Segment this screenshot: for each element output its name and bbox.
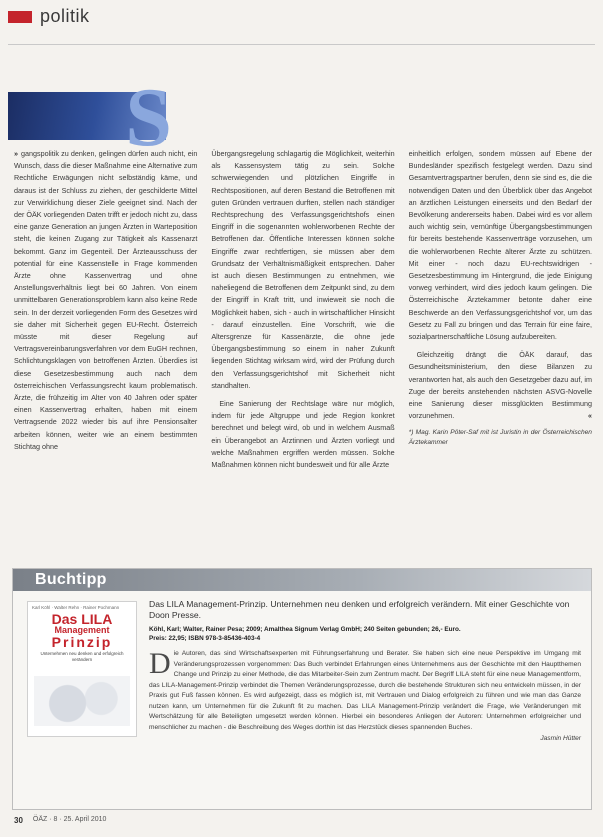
- article-columns: [14, 148, 592, 558]
- article-column-1: [14, 148, 197, 558]
- page-number: 30: [14, 816, 23, 825]
- book-title: Das LILA Management-Prinzip. Unternehmen neu denken und erfolgreich verändern. Mit einer Geschichte von Doon Presse.: [149, 599, 570, 620]
- publication-info: ÖÄZ · 8 · 25. April 2010: [32, 816, 107, 823]
- reviewer-name: Jasmin Hütter: [540, 735, 581, 742]
- continuation-marker: »: [14, 149, 18, 158]
- article-end-marker: «: [587, 411, 592, 421]
- dropcap-letter: D: [149, 647, 171, 680]
- cover-title-line-1: Das LILA: [51, 611, 113, 627]
- column-3-paragraph-1: einheitlich erfolgen, sondern müssen auf Ebene der Bundesländer spezifisch festgelegt werden. Dazu sind Gesamtvertragspartner berufen, denn sie sind es, die die notwendigen Daten und den Überblick über das Angebot an ärztlichen Leistungen einerseits und den Bedarf der Bevölkerung andererseits haben. Dabei wird es vor allem auch wichtig sein, vernünftige Übergangsbestimmungen für bereits bestehende Kassenverträge vorzusehen, um die wohlerworbenen Rechte älterer Ärzte zu schützen. Mit einer - noch dazu EU-rechtswidrigen - Gesetzesbestimmung im Hintergrund, die jede Einigung vorweg verhindert, wird dies jedoch kaum gelingen. Die Österreichische Ärztekammer betonte daher eine Beschwerde an den Verfassungsgerichtshof vor, um das Gesetz zu Fall zu bringen und das Terrain für eine faire, sozialpartnerschaftliche Lösung aufzubereiten.: [408, 149, 592, 342]
- article-column-3: [409, 148, 592, 558]
- book-cover-image: [27, 601, 137, 737]
- book-review-text: Die Autoren, das sind Wirtschaftsexperten mit Führungserfahrung und Berater. Sie haben sich eine neue Perspektive im Umgang mit Veränderungsprozessen vorgenommen: Das Buch verbindet Erfahrungen eines Unternehmens aus der Geschichte mit den Hauptthemen Change und Prinzip zu einer Methode, die das Mitarbeiter-Sein zum Zentrum macht. Der Begriff LILA steht für eine neue Managementform, das LILA-Management-Prinzip verbindet die Themen Veränderungsprozesse, durch die bestehende Strukturen sich neu entwickeln müssen, in der Praxis gut Fuß fassen können. Es wird aufgezeigt, dass es möglich ist, mit Vertrauen und Dialog erfolgreich zu führen und wie man das Ganze nutzen kann, um Unternehmen für die Zukunft fit zu machen. Das LILA Management-Prinzip verändert die Frage, wie Veränderungen mit Wertschätzung für alle Beteiligten umgesetzt werden können. Hierbei ein besonderes Anliegen der Autoren: Unternehmen erfolgreicher und menschlicher zu machen - die Beschreibung des Weges dorthin ist das Herzstück dieses spannenden Buches. Jasmin Hütter: [149, 649, 581, 745]
- header-rule: [8, 44, 595, 45]
- article-column-2: [211, 148, 394, 558]
- section-title: politik: [40, 6, 90, 26]
- author-footnote: *) Mag. Karin Pöter-Saf mit ist Juristin in der Österreichischen Ärztekammer: [408, 429, 592, 447]
- book-metadata: [149, 625, 579, 643]
- column-3-paragraph-2: Gleichzeitig drängt die ÖÄK darauf, das Gesundheitsministerium, den diese Bilanzen zu verantworten hat, als auch den Gesetzgeber dazu auf, im Zuge der bereits anstehenden nächsten ASVG-Novelle eine Sanierung dieser missglückten Bestimmung vorzunehmen. «: [409, 349, 592, 422]
- article-banner-image: [8, 71, 172, 164]
- book-tip-box: [12, 568, 592, 810]
- section-marker: [8, 11, 32, 23]
- cover-artwork: [34, 676, 130, 726]
- cover-title-line-2: Management: [54, 625, 110, 635]
- column-1-paragraph: » gangspolitik zu denken, gelingen dürfen auch nicht, ein Wunsch, dass die dieser Maßnahme eine Alternative zum Rechtliche Erwägungen nicht selbständig käme, und daraus ist der Schluss zu ziehen, der geschilderte Mittel zur Verwirklichung dieser Ziele geeignet sind. Nach der der ÖÄK vorliegenden Daten trifft er jedoch nicht zu, dass eine ganze Generation an jungen Ärzten in Warteposition steht, die keinen Zugang zur Tätigkeit als Kassenarzt bekommt. Ganz im Gegenteil. Der Ärzteausschuss der potential für eine Kassenstelle in Frage kommenden Ärzte ohne Kassenvertrag und ohne Anstellungsverhältnis liegt bei 60 Jahren. Von einem unmittelbaren Generationsproblem kann also keine Rede sein. In der derzeit vorliegenden Form des Gesetzes wird sie daher mit Sicherheit gegen EU-Recht. Österreich müsste mit dieser Regelung auf Vertragsvereinbarungsverfahren vor dem EuGH rechnen, Schlichtungsklagen von betroffenen Ärzten. Überdies ist diese Gesetzesbestimmung auch nach dem österreichischen Verfassungsrecht kaum problematisch. Ärzte, die frühzeitig im Alter von 40 Jahren oder später einen Kassenvertrag erhalten, haben mit einem Vertragsende 2022 wieder bis auf ihre Pensionsalter arbeiten können, weiter wie an einem bestimmten Stichtag ohne: [14, 149, 198, 451]
- page-header: [8, 6, 90, 27]
- column-2-paragraph-1: Übergangsregelung schlagartig die Möglichkeit, weiterhin als Kassensystem tätig zu sein. Solche schwerwiegenden und plötzlichen Eingriffe in Rechtspositionen, auf deren Bestand die Betroffenen mit guten Gründen vertrauen durften, stellen nach ständiger Rechtsprechung des Verfassungsgerichtshofs einen Eingriff in die sogenannten wohlerworbenen Rechte der Betroffenen dar. Öffentliche Interessen können solche Eingriffe zwar rechtfertigen, sie müssen aber dem Grundsatz der Verhältnismäßigkeit entsprechen. Daher ist auch diesen Bestimmungen zu entnehmen, wie naheliegend die Betroffenen dem Zeitpunkt sind, zu dem der Eingriff in Kraft tritt, und inwieweit sie noch die Möglichkeit haben, sich - auch in wirtschaftlicher Hinsicht - darauf einzustellen. Eine Vorschrift, wie die Altersgrenze für Kassenärzte, die ohne jede Übergangsbestimmung so einem in naher Zukunft liegenden Stichtag wirksam wird, wird der Prüfung durch den Verfassungsgerichtshof mit Sicherheit nicht standhalten.: [211, 149, 395, 390]
- book-tip-header: [13, 569, 591, 591]
- banner-letter-graphic: S: [125, 71, 172, 164]
- book-price-isbn: Preis: 22,95; ISBN 978-3-85436-403-4: [149, 635, 261, 642]
- book-tip-label: Buchtipp: [35, 571, 107, 588]
- page-footer: [14, 816, 106, 825]
- cover-title-line-3: Prinzip: [51, 634, 113, 650]
- cover-authors: Karl Köhl · Walter Rehn · Rainer Pochmann: [32, 605, 120, 610]
- column-2-paragraph-2: Eine Sanierung der Rechtslage wäre nur möglich, indem für jede Altgruppe und jede Region konkret berechnet und belegt wird, ob und in welchem Ausmaß ein Überangebot an Ärztinnen und Ärzten vorliegt und welche Maßnahmen ergriffen werden müssen. Solche Maßnahmen können nicht bundesweit und für alle Ärzte: [211, 399, 395, 470]
- cover-subtitle: Unternehmen neu denken und erfolgreich verändern: [40, 651, 124, 662]
- book-bibliographic-info: Köhl, Karl; Walter, Rainer Pesa; 2009; Amalthea Signum Verlag GmbH; 240 Seiten gebunden; 26,- Euro.: [149, 626, 461, 633]
